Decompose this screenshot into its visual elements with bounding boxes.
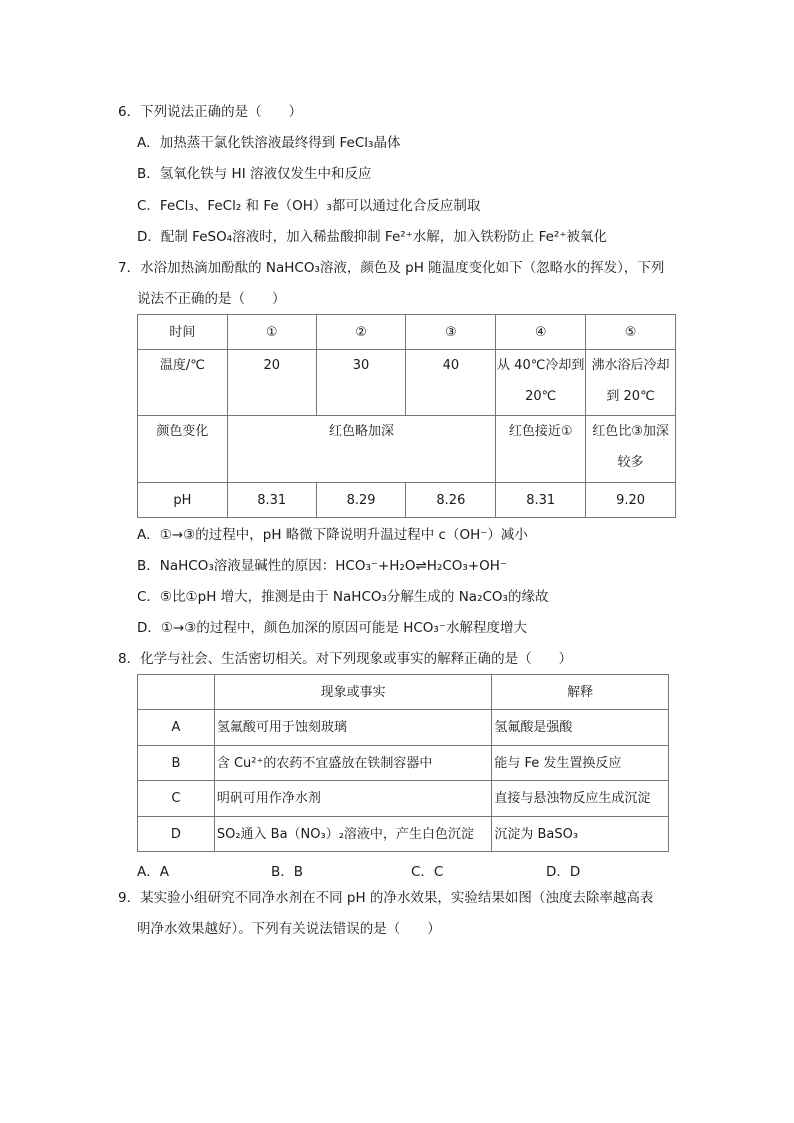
q7-header-row [138,315,676,350]
q8-row-b-explain: 能与 Fe 发生置换反应 [492,746,669,781]
q7-table [137,314,676,518]
q8-row-a-fact: 氢氟酸可用于蚀刻玻璃 [214,710,491,746]
q8-row-c [138,781,669,817]
q6-option-b: B．氢氧化铁与 HI 溶液仅发生中和反应 [137,166,372,182]
q8-option-d: D．D [546,864,581,880]
q8-row-d [138,817,669,852]
q7-option-a: A．①→③的过程中，pH 略微下降说明升温过程中 c（OH⁻）减小 [137,527,528,543]
q8-stem: 8．化学与社会、生活密切相关。对下列现象或事实的解释正确的是（ ） [118,651,573,667]
q8-table [137,674,669,852]
q6-option-d: D．配制 FeSO₄溶液时，加入稀盐酸抑制 Fe²⁺水解，加入铁粉防止 Fe²⁺被氧化 [137,229,607,245]
q8-row-b [138,746,669,781]
q7-option-d: D．①→③的过程中，颜色加深的原因可能是 HCO₃⁻水解程度增大 [137,620,527,636]
q8-row-b-letter: B [138,746,215,781]
q7-color-5-line2: 较多 [617,455,644,470]
q7-temp-4-line1: 从 40℃冷却到 [497,358,585,373]
q7-ph-4: 8.31 [496,483,586,518]
q7-color-5-line1: 红色比③加深 [592,424,669,439]
q7-ph-2: 8.29 [316,483,406,518]
q7-temp-5-line1: 沸水浴后冷却 [591,358,670,373]
q7-temp-2: 30 [316,350,406,416]
q7-stem-line1: 7．水浴加热滴加酚酞的 NaHCO₃溶液，颜色及 pH 随温度变化如下（忽略水的挥发），下列 [118,260,665,276]
q7-header-time: 时间 [138,315,228,350]
q8-row-d-explain: 沉淀为 BaSO₃ [492,817,669,852]
q7-color-4: 红色接近① [496,416,586,483]
q6-stem: 6．下列说法正确的是（ ） [118,104,303,120]
q7-color-5 [586,416,676,483]
q7-color-label: 颜色变化 [138,416,228,483]
q7-temp-4-line2: 20℃ [525,389,557,404]
q8-row-a-explain: 氢氟酸是强酸 [492,710,669,746]
q9-stem-line1: 9．某实验小组研究不同净水剂在不同 pH 的净水效果，实验结果如图（浊度去除率越高表 [118,890,654,906]
q8-header-blank [138,675,215,710]
q7-header-1: ① [227,315,316,350]
q8-row-c-fact: 明矾可用作净水剂 [214,781,491,817]
q8-row-a-letter: A [138,710,215,746]
q7-temp-row [138,350,676,416]
q8-row-d-fact: SO₂通入 Ba（NO₃）₂溶液中，产生白色沉淀 [214,817,491,852]
q7-ph-label: pH [138,483,228,518]
q7-option-b: B．NaHCO₃溶液显碱性的原因：HCO₃⁻+H₂O⇌H₂CO₃+OH⁻ [137,558,508,574]
q7-header-5: ⑤ [586,315,676,350]
q7-temp-4 [496,350,586,416]
q6-option-a: A．加热蒸干氯化铁溶液最终得到 FeCl₃晶体 [137,135,401,151]
q7-color-123: 红色略加深 [227,416,495,483]
q7-stem-line2: 说法不正确的是（ ） [137,291,286,307]
q7-temp-label: 温度/℃ [138,350,228,416]
q8-header-explain: 解释 [492,675,669,710]
q7-ph-1: 8.31 [227,483,316,518]
q7-option-c: C．⑤比①pH 增大，推测是由于 NaHCO₃分解生成的 Na₂CO₃的缘故 [137,589,549,605]
q7-temp-5-line2: 到 20℃ [606,389,655,404]
q6-option-c: C．FeCl₃、FeCl₂ 和 Fe（OH）₃都可以通过化合反应制取 [137,198,481,214]
q7-temp-1: 20 [227,350,316,416]
q8-row-d-letter: D [138,817,215,852]
q8-row-b-fact: 含 Cu²⁺的农药不宜盛放在铁制容器中 [214,746,491,781]
q7-temp-3: 40 [406,350,496,416]
q7-ph-row [138,483,676,518]
q8-option-a: A．A [137,864,169,880]
q8-option-c: C．C [411,864,444,880]
q8-options [137,860,580,880]
q8-row-c-explain: 直接与悬浊物反应生成沉淀 [492,781,669,817]
q8-row-a [138,710,669,746]
q7-header-2: ② [316,315,406,350]
q8-header-fact: 现象或事实 [214,675,491,710]
q8-option-b: B．B [271,864,304,880]
q9-stem-line2: 明净水效果越好）。下列有关说法错误的是（ ） [137,921,441,937]
q7-ph-5: 9.20 [586,483,676,518]
q7-header-4: ④ [496,315,586,350]
q8-row-c-letter: C [138,781,215,817]
q7-temp-5 [586,350,676,416]
q7-header-3: ③ [406,315,496,350]
q7-color-row [138,416,676,483]
q8-header-row [138,675,669,710]
q7-ph-3: 8.26 [406,483,496,518]
